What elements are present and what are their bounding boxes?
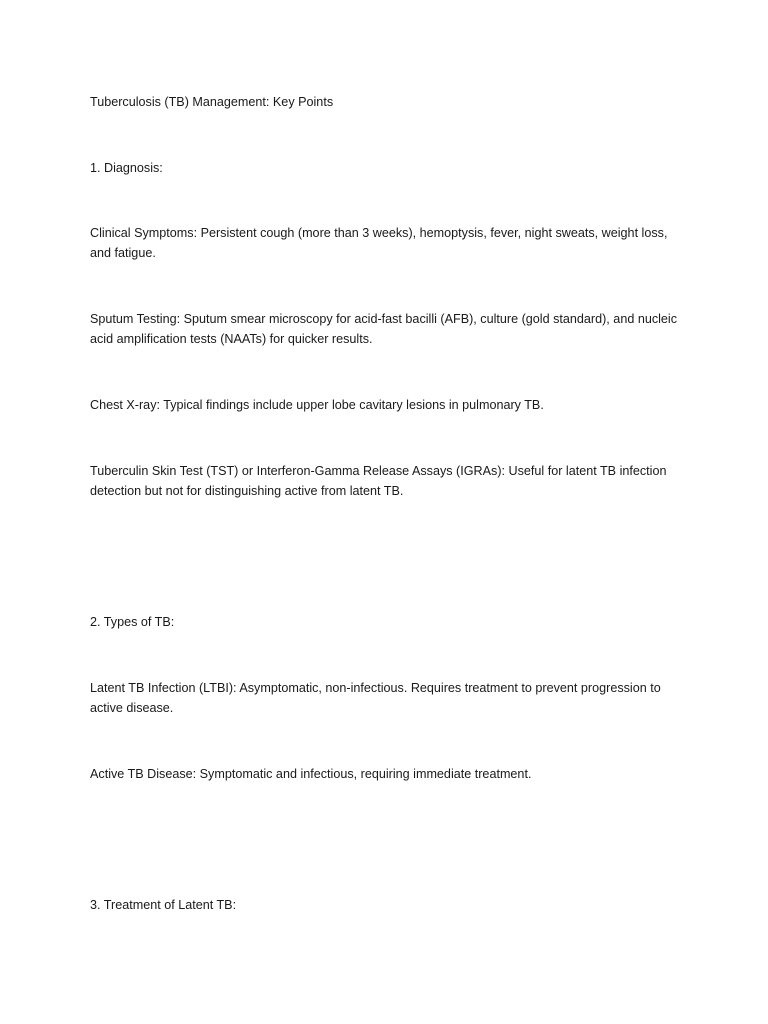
paragraph-chest-xray: Chest X-ray: Typical findings include upper lobe cavitary lesions in pulmonary TB. — [90, 398, 544, 412]
paragraph-clinical-symptoms: Clinical Symptoms: Persistent cough (more than 3 weeks), hemoptysis, fever, night sweats, weight loss, and fatigue. — [90, 226, 668, 260]
paragraph-active-tb: Active TB Disease: Symptomatic and infectious, requiring immediate treatment. — [90, 767, 532, 781]
document-title: Tuberculosis (TB) Management: Key Points — [90, 95, 334, 109]
paragraph-tst-igra: Tuberculin Skin Test (TST) or Interferon-Gamma Release Assays (IGRAs): Useful for latent TB infection detection but not for distinguishing active from latent TB. — [90, 464, 667, 498]
paragraph-latent-tb: Latent TB Infection (LTBI): Asymptomatic, non-infectious. Requires treatment to prevent progression to active disease. — [90, 681, 661, 715]
section-heading-treatment-latent-tb: 3. Treatment of Latent TB: — [90, 898, 237, 912]
section-heading-diagnosis: 1. Diagnosis: — [90, 161, 163, 175]
paragraph-sputum-testing: Sputum Testing: Sputum smear microscopy for acid-fast bacilli (AFB), culture (gold standard), and nucleic acid amplification tests (NAATs) for quicker results. — [90, 312, 678, 346]
section-heading-types-of-tb: 2. Types of TB: — [90, 615, 175, 629]
